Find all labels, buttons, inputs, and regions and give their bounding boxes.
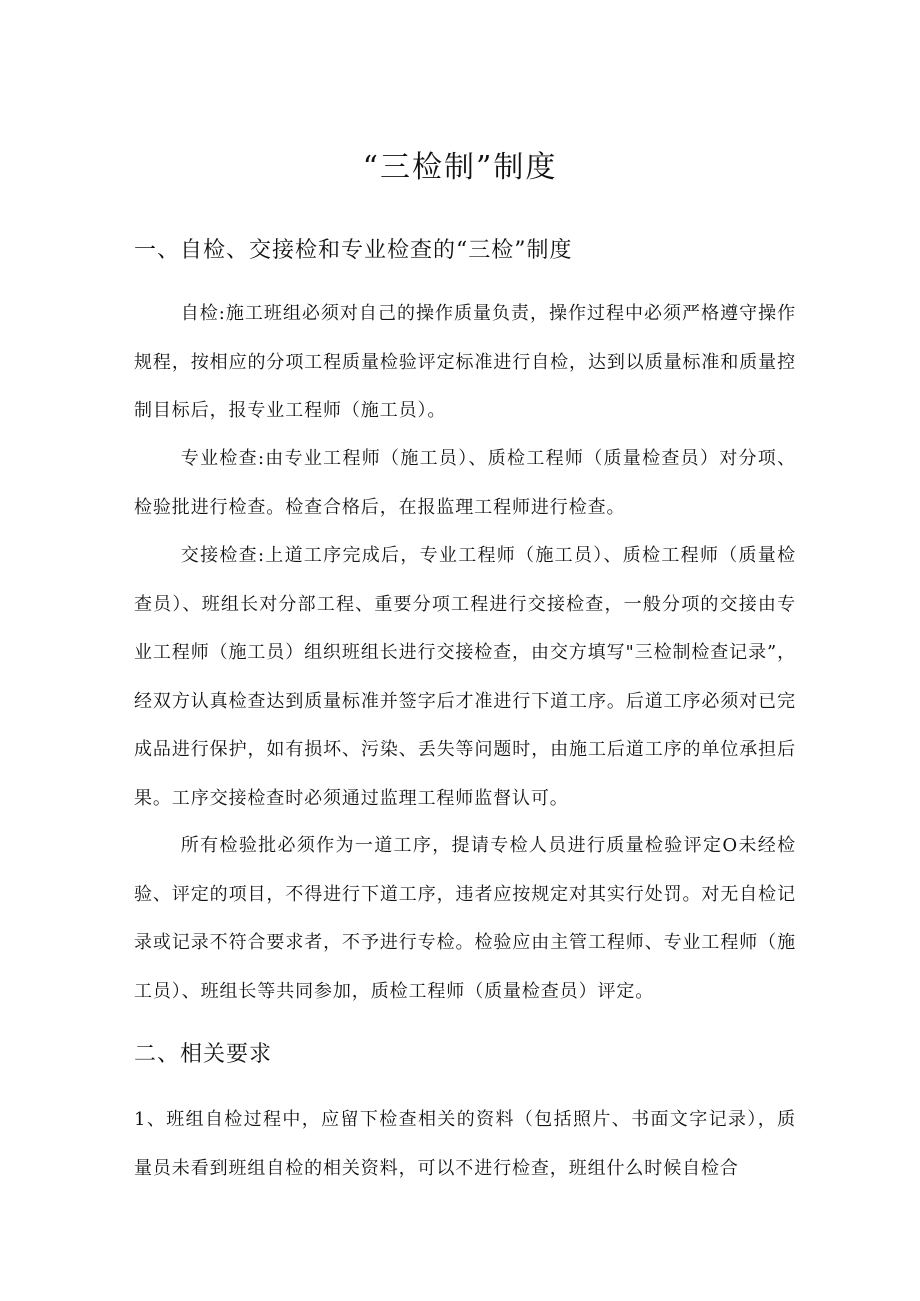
document-title: “三检制”制度: [362, 150, 558, 185]
paragraph-self-inspection: 自检:施工班组必须对自己的操作质量负责，操作过程中必须严格遵守操作规程，按相应的分项工程质量检验评定标准进行自检，达到以质量标准和质量控制目标后，报专业工程师（施工员）。: [134, 303, 796, 421]
section-heading-1: 一、自检、交接检和专业检查的“三检”制度: [134, 238, 573, 263]
paragraph-professional-inspection: 专业检查:由专业工程师（施工员）、质检工程师（质量检查员）对分项、检验批进行检查。检查合格后，在报监理工程师进行检查。: [134, 448, 796, 518]
paragraph-inspection-lots: 所有检验批必须作为一道工序，提请专检人员进行质量检验评定O未经检验、评定的项目，不得进行下道工序，违者应按规定对其实行处罚。对无自检记录或记录不符合要求者，不予进行专检。检验应由主管工程师、专业工程师（施工员）、班组长等共同参加，质检工程师（质量检查员）评定。: [134, 835, 796, 1002]
section-heading-2: 二、相关要求: [134, 1042, 273, 1067]
paragraph-handover-inspection: 交接检查:上道工序完成后，专业工程师（施工员）、质检工程师（质量检查员）、班组长对分部工程、重要分项工程进行交接检查，一般分项的交接由专业工程师（施工员）组织班组长进行交接检查，由交方填写"三检制检查记录”，经双方认真检查达到质量标准并签字后才准进行下道工序。后道工序必须对已完成品进行保护，如有损坏、污染、丢失等问题时，由施工后道工序的单位承担后果。工序交接检查时必须通过监理工程师监督认可。: [134, 545, 796, 809]
paragraph-requirement-1: 1、班组自检过程中，应留下检查相关的资料（包括照片、书面文字记录），质量员未看到班组自检的相关资料，可以不进行检查，班组什么时候自检合: [134, 1109, 796, 1179]
